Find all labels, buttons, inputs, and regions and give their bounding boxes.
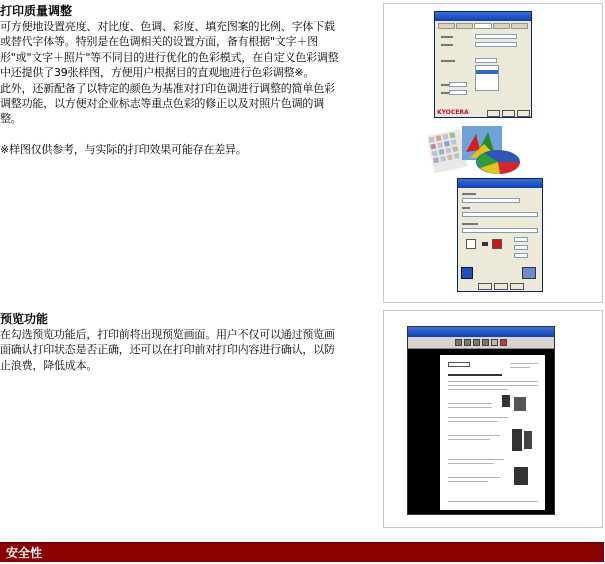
preview-toolbar [408, 337, 554, 349]
text-line: 可方便地设置亮度、对比度、色调、彩度、填充图案的比例、字体下载 [0, 20, 335, 33]
preview-page [440, 355, 545, 510]
first-page-icon [455, 339, 462, 346]
print-icon [491, 339, 498, 346]
driver-properties-window [434, 11, 532, 118]
dialog-tabs [438, 23, 528, 29]
text-line: 调整功能，以方便对企业标志等重点色彩的修正以及对照片色调的调 [0, 97, 324, 111]
next-page-icon [473, 339, 480, 346]
text-line: 或替代字体等。特别是在色调相关的设置方面，备有根据"文字＋图 [0, 35, 319, 49]
window-titlebar [458, 179, 542, 188]
text-line: 此外，还新配备了以特定的颜色为基准对打印色调进行调整的简单色彩 [0, 81, 335, 95]
security-title: 安全性 [6, 546, 43, 560]
original-color-swatch [466, 239, 476, 249]
preview-description [0, 327, 380, 373]
text-line: 止浪费，降低成本。 [0, 358, 98, 372]
info-icon [461, 267, 473, 279]
sample-images-collage [428, 122, 526, 178]
last-page-icon [482, 339, 489, 346]
text-line: 整。 [0, 112, 22, 126]
prev-page-icon [464, 339, 471, 346]
text-line: 在勾选预览功能后，打印前将出现预览画面。用户不仅可以通过预览画 [0, 328, 335, 341]
color-mode-list [475, 65, 499, 91]
printer-icon [522, 267, 536, 279]
close-icon [500, 339, 507, 346]
print-quality-section [0, 3, 380, 157]
print-preview-window [407, 326, 555, 515]
window-titlebar [435, 12, 531, 21]
print-quality-title: 打印质量调整 [0, 4, 73, 18]
color-adjust-window [457, 178, 543, 292]
print-quality-screenshot [383, 3, 603, 303]
preview-title: 预览功能 [0, 312, 49, 326]
preview-screenshot [383, 310, 603, 528]
window-titlebar [408, 327, 554, 337]
security-section-header [0, 542, 604, 562]
kyocera-logo: KYOCERA [437, 109, 469, 116]
print-quality-description [0, 19, 380, 157]
preview-section [0, 311, 380, 373]
text-line: 面确认打印状态是否正确，还可以在打印前对打印内容进行确认，以防 [0, 343, 335, 357]
text-line: 中还提供了39张样图，方便用户根据目的直观地进行色彩调整※。 [0, 66, 315, 80]
target-color-swatch [492, 239, 502, 249]
text-line: 形"或"文字＋照片"等不同目的进行优化的色彩模式，在自定义色彩调整 [0, 50, 339, 64]
sample-note: ※样图仅供参考，与实际的打印效果可能存在差异。 [0, 142, 247, 156]
